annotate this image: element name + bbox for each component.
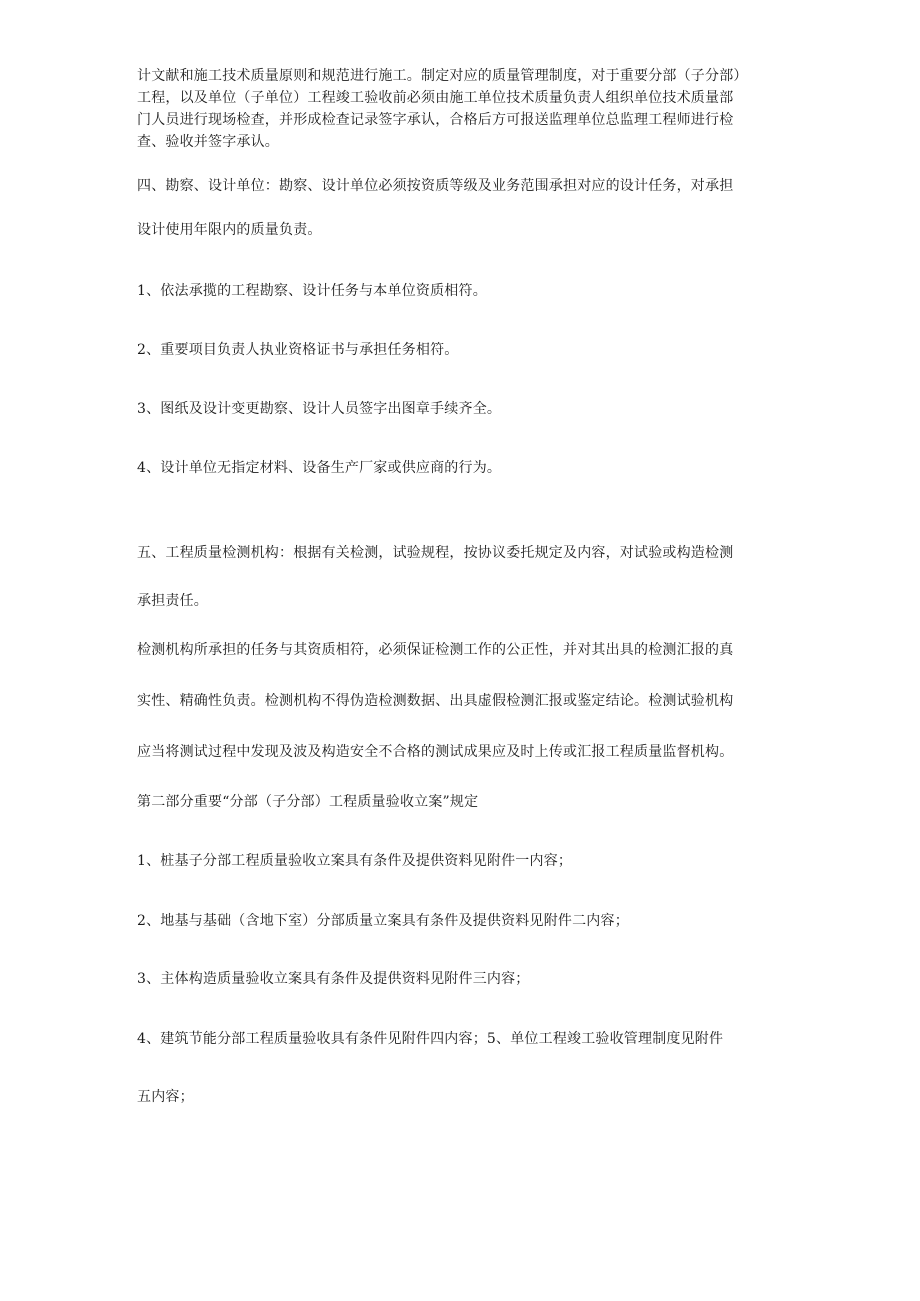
text-line: 承担责任。 — [137, 593, 208, 609]
section-heading-5: 五、工程质量检测机构：根据有关检测，试验规程，按协议委托规定及内容，对试验或构造检测 — [137, 545, 734, 561]
list-item: 3、主体构造质量验收立案具有条件及提供资料见附件三内容； — [137, 971, 530, 987]
part-heading: 第二部分重要“分部（子分部）工程质量验收立案”规定 — [137, 794, 479, 810]
text-line: 检测机构所承担的任务与其资质相符，必须保证检测工作的公正性，并对其出具的检测汇报的真 — [137, 642, 734, 658]
list-item: 2、重要项目负责人执业资格证书与承担任务相符。 — [137, 342, 459, 358]
text-line: 实性、精确性负责。检测机构不得伪造检测数据、出具虚假检测汇报或鉴定结论。检测试验机构 — [137, 693, 734, 709]
list-item: 4、设计单位无指定材料、设备生产厂家或供应商的行为。 — [137, 460, 502, 476]
list-item: 4、建筑节能分部工程质量验收具有条件见附件四内容；5、单位工程竣工验收管理制度见附件 — [137, 1031, 724, 1047]
text-line: 查、验收并签字承认。 — [137, 134, 279, 150]
list-item: 1、依法承揽的工程勘察、设计任务与本单位资质相符。 — [137, 283, 487, 299]
text-line: 门人员进行现场检查，并形成检查记录签字承认，合格后方可报送监理单位总监理工程师进行检 — [137, 112, 734, 128]
text-line: 设计使用年限内的质量负责。 — [137, 222, 322, 238]
text-line: 应当将测试过程中发现及波及构造安全不合格的测试成果应及时上传或汇报工程质量监督机构。 — [137, 744, 734, 760]
text-line: 工程，以及单位（子单位）工程竣工验收前必须由施工单位技术质量负责人组织单位技术质量部 — [137, 90, 734, 106]
text-line: 五内容； — [137, 1089, 194, 1105]
list-item: 3、图纸及设计变更勘察、设计人员签字出图章手续齐全。 — [137, 401, 502, 417]
text-line: 计文献和施工技术质量原则和规范进行施工。制定对应的质量管理制度，对于重要分部（子分部） — [137, 68, 748, 84]
list-item: 1、桩基子分部工程质量验收立案具有条件及提供资料见附件一内容； — [137, 853, 573, 869]
list-item: 2、地基与基础（含地下室）分部质量立案具有条件及提供资料见附件二内容； — [137, 913, 629, 929]
section-heading-4: 四、勘察、设计单位：勘察、设计单位必须按资质等级及业务范围承担对应的设计任务，对承担 — [137, 178, 734, 194]
